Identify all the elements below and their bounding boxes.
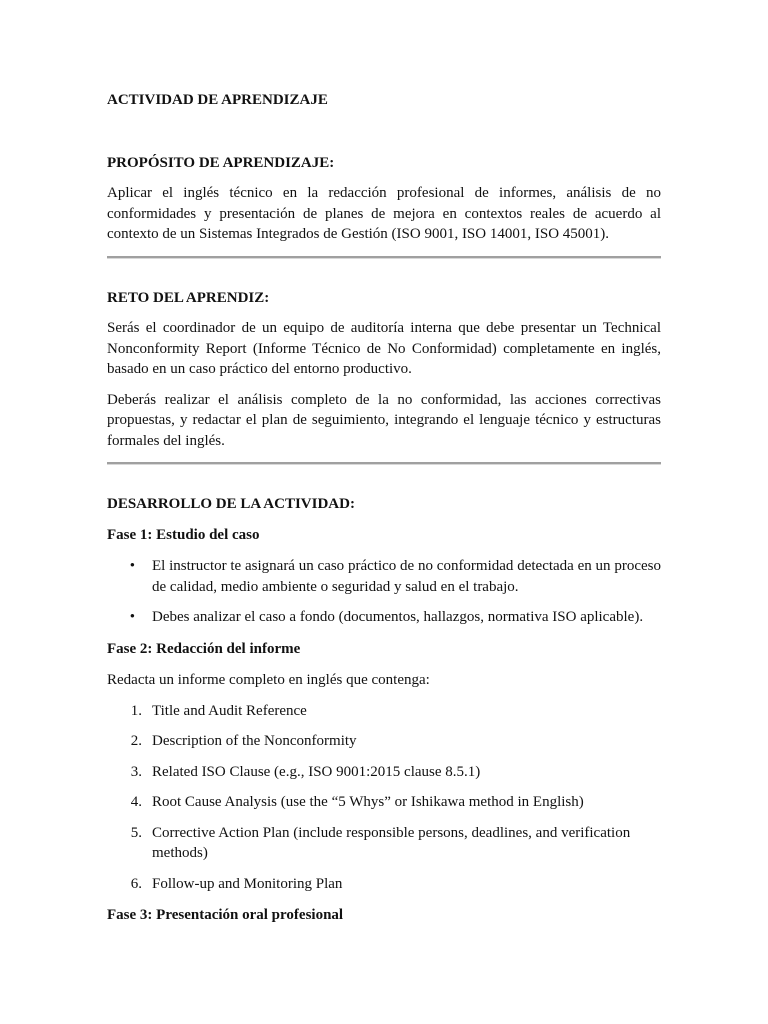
bullet-marker: • [129,558,135,574]
purpose-heading: PROPÓSITO DE APRENDIZAJE: [107,154,335,171]
phase1-bullet-list [107,556,661,628]
phase2-intro: Redacta un informe completo en inglés que contenga: [107,672,430,688]
list-item-text: Corrective Action Plan (include responsible persons, deadlines, and verification methods) [152,824,631,861]
section-divider [107,256,661,259]
list-item [107,792,661,813]
list-number: 2. [130,733,142,749]
phase2-numbered-list [107,701,661,895]
list-item-text: Title and Audit Reference [152,702,307,719]
bullet-marker: • [129,609,135,625]
challenge-paragraph: Deberás realizar el análisis completo de la no conformidad, las acciones correctivas propuestas, y redactar el plan de seguimiento, integrando el lenguaje técnico y estructuras formales del inglés. [107,391,661,449]
list-item [107,823,661,864]
list-number: 3. [130,763,142,780]
list-number: 4. [130,794,142,810]
challenge-heading: RETO DEL APRENDIZ: [107,289,270,306]
list-item [107,556,661,597]
list-item-text: Related ISO Clause (e.g., ISO 9001:2015 clause 8.5.1) [152,763,481,780]
phase1-heading: Fase 1: Estudio del caso [107,526,260,543]
challenge-paragraph: Serás el coordinador de un equipo de auditoría interna que debe presentar un Technical Nonconformity Report (Informe Técnico de No Conformidad) completamente en inglés, basado en un caso práctico del entorno productivo. [107,320,661,377]
list-item-text: El instructor te asignará un caso práctico de no conformidad detectada en un proceso de calidad, medio ambiente o seguridad y salud en el trabajo. [152,558,661,595]
list-number: 5. [130,824,142,841]
document-title: ACTIVIDAD DE APRENDIZAJE [107,92,328,108]
list-item [107,607,661,628]
list-item [107,731,661,752]
section-divider [107,462,661,465]
list-item-text: Root Cause Analysis (use the “5 Whys” or Ishikawa method in English) [152,794,584,810]
list-item [107,874,661,895]
development-heading: DESARROLLO DE LA ACTIVIDAD: [107,496,355,512]
phase3-heading: Fase 3: Presentación oral profesional [107,907,344,923]
list-item [107,701,661,722]
list-item [107,762,661,783]
phase2-heading: Fase 2: Redacción del informe [107,640,301,657]
list-item-text: Debes analizar el caso a fondo (documentos, hallazgos, normativa ISO aplicable). [152,609,644,625]
list-item-text: Follow-up and Monitoring Plan [152,875,343,892]
list-item-text: Description of the Nonconformity [152,733,357,749]
list-number: 6. [130,875,142,892]
purpose-text: Aplicar el inglés técnico en la redacción profesional de informes, análisis de no conformidades y presentación de planes de mejora en contextos reales de acuerdo al contexto de un Sistemas Integrados de Gestión (ISO 9001, ISO 14001, ISO 45001). [107,185,661,242]
list-number: 1. [130,702,142,719]
